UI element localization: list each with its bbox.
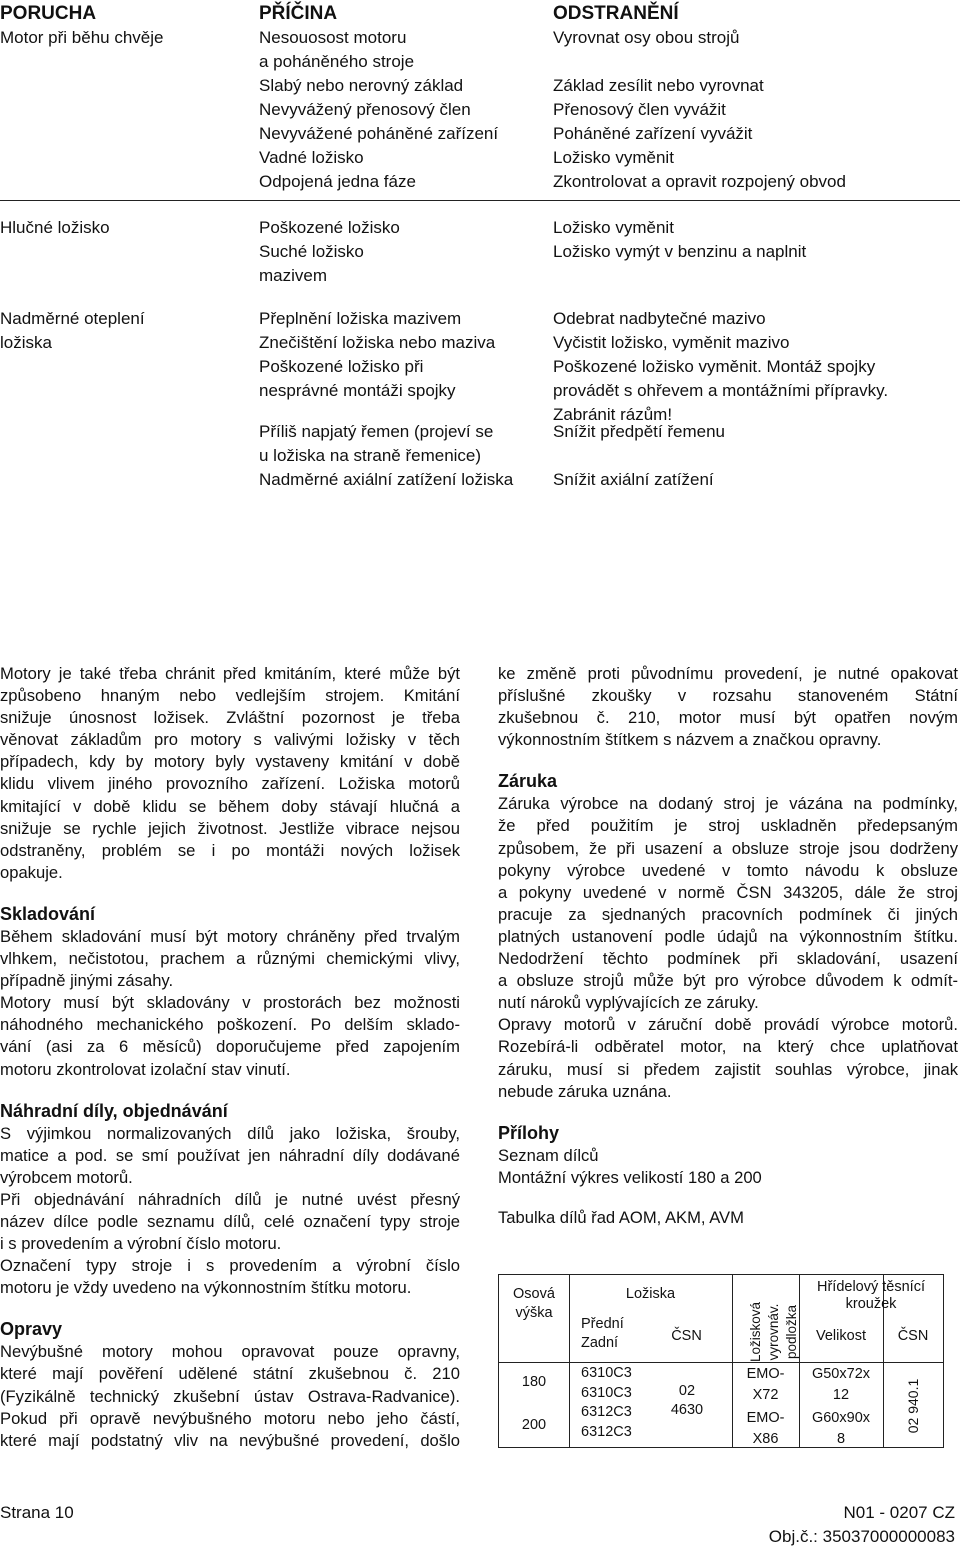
header-csn: ČSN <box>671 1328 702 1344</box>
seal-180: G50x72x 12 <box>811 1366 871 1403</box>
appendix-item: Montážní výkres velikostí 180 a 200 <box>498 1167 762 1187</box>
document-code: N01 - 0207 CZ <box>843 1503 955 1522</box>
cause-cell: Poškozené ložisko Suché ložisko mazivem <box>259 218 400 285</box>
bearing-list <box>569 1364 671 1442</box>
fault-cell: Hlučné ložisko <box>0 218 110 237</box>
spare-parts-heading: Náhradní díly, objednávání <box>0 1100 228 1121</box>
fault-cell: Nadměrné oteplení ložiska <box>0 309 145 352</box>
warranty-heading: Záruka <box>498 771 558 792</box>
seal-csn-value: 02 940.1 <box>905 1378 921 1434</box>
table-grid-line <box>499 1362 943 1363</box>
header-fault: PORUCHA <box>0 3 97 24</box>
header-axis-height: Osová výška <box>513 1286 555 1321</box>
appendices-heading: Přílohy <box>498 1122 560 1143</box>
table-cell: 6310C3 <box>581 1365 632 1381</box>
page-number: Strana 10 <box>0 1503 74 1522</box>
header-front: Přední <box>581 1316 624 1332</box>
cause-cell: Přeplnění ložiska mazivem Znečištění ložiska nebo maziva Poškozené ložisko při nesprávné montáži spojky Příliš napjatý řemen (projeví se u ložiska na straně řemenice) Nadměrné axiální zatížení ložiska <box>259 309 514 489</box>
header-shaft-seal: Hřídelový těsnící kroužek <box>817 1279 925 1312</box>
repairs-heading: Opravy <box>0 1319 63 1340</box>
table-cell: 6310C3 <box>581 1384 632 1401</box>
warranty-paragraph: Záruka výrobce na dodaný stroj je vázána na podmínky, že před použitím je stroj uskladněn předepsaným způsobem, že při usazení a obsluze stroje jsou dodrženy pokyny výrobce uvedené v tomto návodu k obsluze a pokyny uvedené v normě ČSN 343205, dále že stroj pracuje za sjednaných pracovních podmínek či jiných platných ustanovení podle údajů na výkonnostním štítku. Nedodržení těchto podmínek při skladování, usazení a obsluze strojů může být pro výrobce důvodem k odmít- nutí nároků vyplývajících ze záruky. Opravy motorů v záruční době provádí výrobce motorů. Rozebírá-li odběratel motor, na který chce uplatňovat záruku, musí si předem zajistit souhlas výrobce, jinak nebude záruka uznána. <box>498 794 958 1101</box>
washer-180: EMO- X72 <box>746 1366 785 1403</box>
remedy-cell: Ložisko vyměnit Ložisko vymýt v benzinu a naplnit <box>553 218 807 261</box>
header-remedy: ODSTRANĚNÍ <box>553 3 679 24</box>
table-cell: 6312C3 <box>581 1404 632 1420</box>
table-caption: Tabulka dílů řad AOM, AKM, AVM <box>498 1207 744 1227</box>
right-column <box>498 663 958 1229</box>
fault-cell: Motor při běhu chvěje <box>0 28 164 47</box>
intro-paragraph: Motory je také třeba chránit před kmitáním, které může být způsobeno hnaným nebo vedlejším strojem. Kmitání snižuje únosnost ložisek. Zvláštní pozornost je třeba věnovat základům pro motory s valivými ložisky v těch případech, kdy by motory byly vystaveny kmitání v době klidu vlivem jiného provozního zařízení. Ložiska motorů kmitající v době klidu se během doby stávají hlučná a snižuje se rychle jejich životnost. Jestliže vibrace nejsou odstraněny, problém se i po montáži nových ložisek opakuje. <box>0 664 460 882</box>
csn-value: 02 4630 <box>670 1383 704 1418</box>
header-compensation-washer: Ložisková vyrovnáv. podložka <box>748 1301 799 1363</box>
header-csn-seal: ČSN <box>897 1328 929 1344</box>
left-column <box>0 663 460 1452</box>
header-size: Velikost <box>816 1328 866 1344</box>
table-cell: 6312C3 <box>581 1423 632 1440</box>
order-number: Obj.č.: 35037000000083 <box>768 1527 955 1546</box>
spare-parts-paragraph: S výjimkou normalizovaných dílů jako ložiska, šrouby, matice a pod. se smí používat jen náhradní díly dodávané výrobcem motorů. Při objednávání náhradních dílů je nutné uvést přesný název dílce podle seznamu dílů, celé označení typy stroje i s provedením a výrobní číslo motoru. Označení typy stroje i s provedením a výrobní číslo motoru je vždy uvedeno na výkonnostním štítku motoru. <box>0 1123 460 1298</box>
washer-200: EMO- X86 <box>746 1410 785 1447</box>
storage-paragraph: Během skladování musí být motory chráněny před trvalým vlhkem, nečistotou, prachem a různými chemickými vlivy, případně jinými zásahy. Motory musí být skladovány v prostorách bez možnosti náhodného mechanického poškození. Po delším sklado- vání (asi za 6 měsíců) doporučujeme před zapojením motoru zkontrolovat izolační stav vinutí. <box>0 926 460 1079</box>
row-200: 200 <box>521 1417 547 1433</box>
table-divider <box>0 200 960 201</box>
remedy-cell: Vyrovnat osy obou strojů Základ zesílit nebo vyrovnat Přenosový člen vyvážit Poháněné zařízení vyvážit Ložisko vyměnit Zkontrolovat a opravit rozpojený obvod <box>553 28 846 191</box>
repairs-continued-paragraph: ke změně proti původnímu provedení, je nutné opakovat příslušné zkoušky v rozsahu stanoveném Státní zkušebnou č. 210, motor musí být opatřen novým výkonnostním štítkem s názvem a značkou opravny. <box>498 664 958 750</box>
cause-cell: Nesouosost motoru a poháněného stroje Slabý nebo nerovný základ Nevyvážený přenosový člen Nevyvážené poháněné zařízení Vadné ložisko Odpojená jedna fáze <box>259 28 499 191</box>
header-rear: Zadní <box>581 1335 619 1351</box>
repairs-paragraph: Nevýbušné motory mohou opravovat pouze opravny, které mají pověření udělené státní zkušebnou č. 210 (Fyzikálně technický zkušební ústav Ostrava-Radvanice). Pokud při opravě nevýbušného motoru nebo jeho částí, které mají podstatný vliv na nevýbušné provedení, došlo <box>0 1342 460 1450</box>
remedy-cell: Odebrat nadbytečné mazivo Vyčistit ložisko, vyměnit mazivo Poškozené ložisko vyměnit. Montáž spojky provádět s ohřevem a montážními přípravky. Zabránit rázům! Snížit předpětí řemenu Snížit axiální zatížení <box>553 309 889 489</box>
header-bearings: Ložiska <box>625 1286 676 1302</box>
row-180: 180 <box>521 1374 547 1390</box>
header-cause: PŘÍČINA <box>259 3 338 24</box>
storage-heading: Skladování <box>0 903 96 924</box>
seal-200: G60x90x 8 <box>811 1410 871 1447</box>
appendix-item: Seznam dílců <box>498 1145 599 1165</box>
parts-table <box>498 1274 944 1448</box>
